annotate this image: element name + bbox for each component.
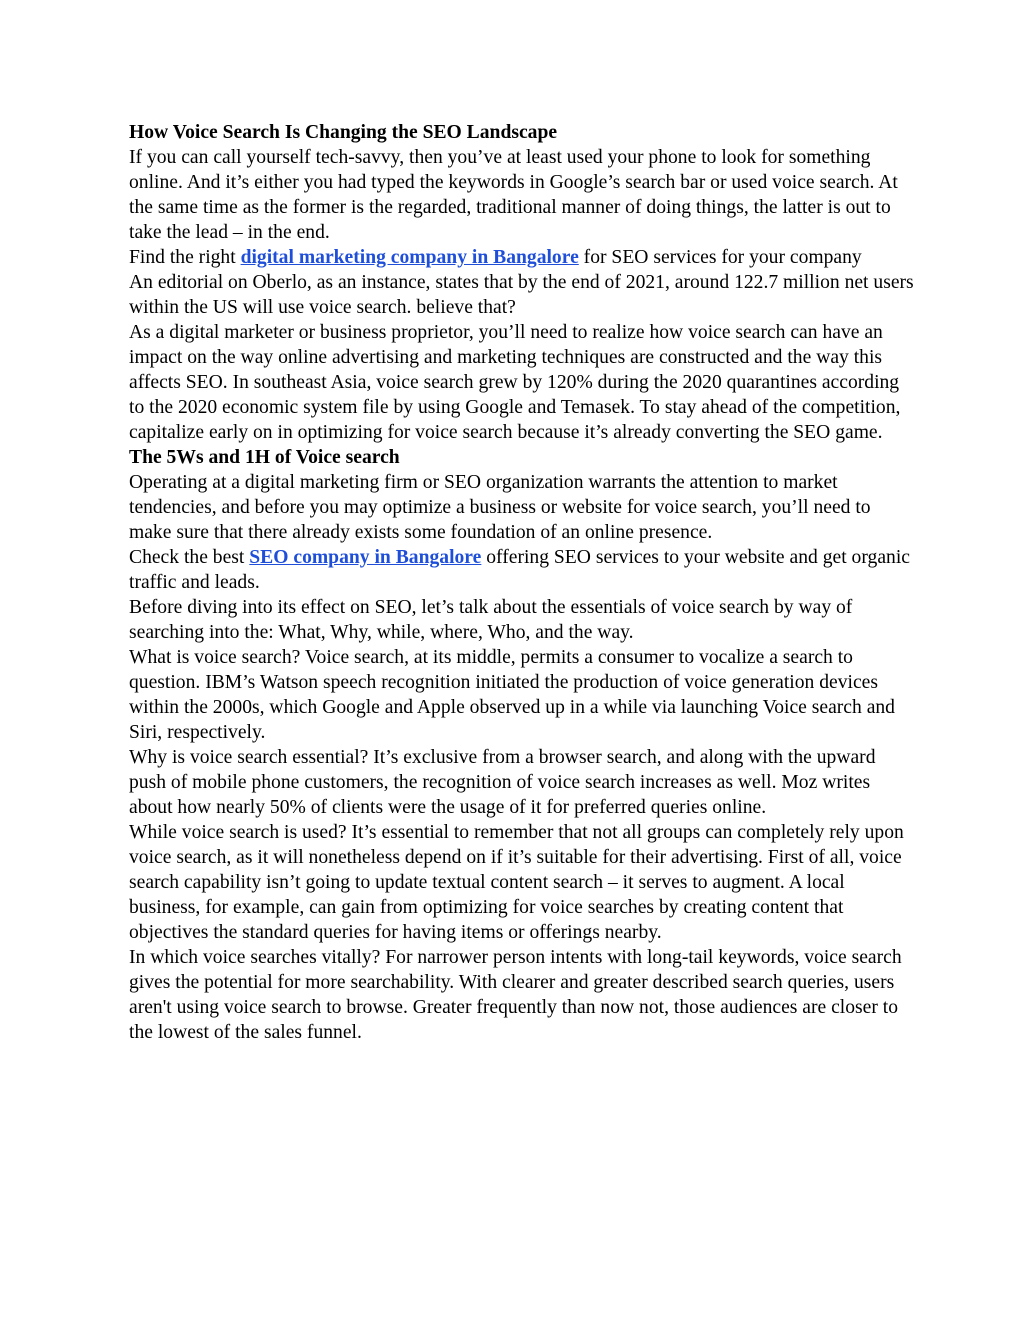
digital-marketing-company-link[interactable]: digital marketing company in Bangalore: [240, 247, 579, 268]
cta-text-after: offering SEO services to your website and get organic traffic and leads.: [129, 547, 910, 593]
while-paragraph: While voice search is used? It’s essential to remember that not all groups can completely rely upon voice search, as it will nonetheless depend on if it’s suitable for their advertising. First of all, voice search capability isn’t going to update textual content search – it serves to augment. A local business, for example, can gain from optimizing for voice searches by creating content that objectives the standard queries for having items or offerings nearby.: [129, 822, 904, 943]
what-paragraph: What is voice search? Voice search, at its middle, permits a consumer to vocalize a search to question. IBM’s Watson speech recognition initiated the production of voice generation devices within the 2000s, which Google and Apple observed up in a while via launching Voice search and Siri, respectively.: [129, 647, 895, 743]
seo-company-link[interactable]: SEO company in Bangalore: [249, 547, 482, 568]
before-diving-paragraph: Before diving into its effect on SEO, let’s talk about the essentials of voice search by way of searching into the: What, Why, while, where, Who, and the way.: [129, 597, 853, 643]
marketer-paragraph: As a digital marketer or business proprietor, you’ll need to realize how voice search can have an impact on the way online advertising and marketing techniques are constructed and the way this affects SEO. In southeast Asia, voice search grew by 120% during the 2020 quarantines according to the 2020 economic system file by using Google and Temasek. To stay ahead of the competition, capitalize early on in optimizing for voice search because it’s already converting the SEO game.: [129, 322, 901, 443]
cta-text-before: Find the right: [129, 247, 241, 268]
cta-paragraph-seo: [129, 545, 914, 595]
document-body: [129, 120, 914, 1045]
section-heading: The 5Ws and 1H of Voice search: [129, 447, 400, 468]
cta-text-after: for SEO services for your company: [578, 247, 862, 268]
intro-paragraph: If you can call yourself tech-savvy, then you’ve at least used your phone to look for something online. And it’s either you had typed the keywords in Google’s search bar or used voice search. At the same time as the former is the regarded, traditional manner of doing things, the latter is out to take the lead – in the end.: [129, 147, 898, 243]
cta-paragraph-digital-marketing: [129, 245, 914, 270]
operating-paragraph: Operating at a digital marketing firm or SEO organization warrants the attention to market tendencies, and before you may optimize a business or website for voice search, you’ll need to make sure that there already exists some foundation of an online presence.: [129, 472, 871, 543]
oberlo-paragraph: An editorial on Oberlo, as an instance, states that by the end of 2021, around 122.7 million net users within the US will use voice search. believe that?: [129, 272, 914, 318]
why-paragraph: Why is voice search essential? It’s exclusive from a browser search, and along with the upward push of mobile phone customers, the recognition of voice search increases as well. Moz writes about how nearly 50% of clients were the usage of it for preferred queries online.: [129, 747, 876, 818]
page-title: How Voice Search Is Changing the SEO Landscape: [129, 122, 558, 143]
which-paragraph: In which voice searches vitally? For narrower person intents with long-tail keywords, voice search gives the potential for more searchability. With clearer and greater described search queries, users aren't using voice search to browse. Greater frequently than now not, those audiences are closer to the lowest of the sales funnel.: [129, 947, 902, 1043]
cta-text-before: Check the best: [129, 547, 250, 568]
